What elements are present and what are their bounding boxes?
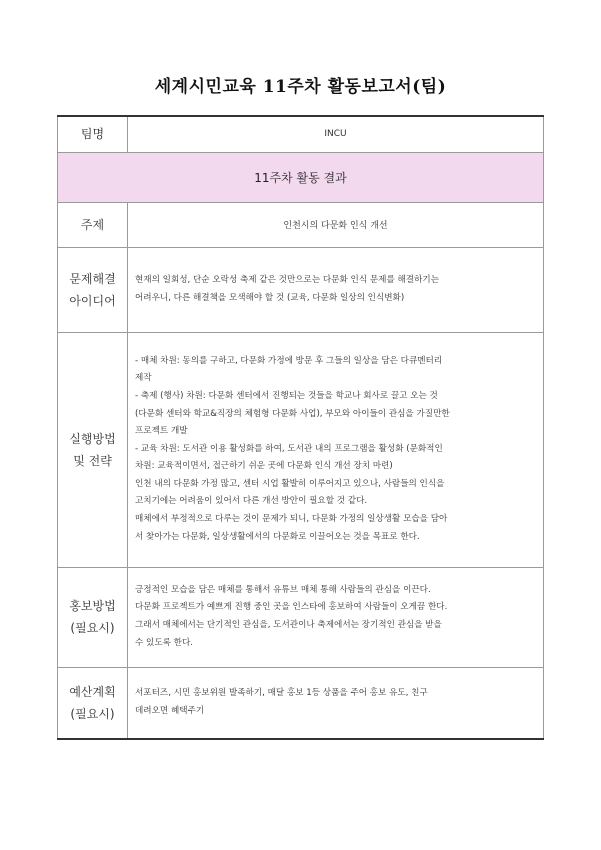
promotion-label-line1: 홍보방법	[69, 599, 116, 613]
idea-content	[128, 247, 544, 332]
promotion-line: 긍정적인 모습을 담은 매체를 통해서 유튜브 매체 통해 사람들의 관심을 이끈다.	[135, 584, 431, 595]
method-label-line1: 실행방법	[69, 431, 116, 446]
team-row	[58, 116, 544, 152]
idea-label-line1: 문제해결	[69, 271, 116, 286]
topic-value: 인천시의 다문화 인식 개선	[128, 202, 544, 247]
promotion-line: 그래서 매체에서는 단기적인 관심을, 도서관이나 축제에서는 장기적인 관심을 받을	[135, 620, 442, 630]
promotion-line: 수 있도록 한다.	[135, 637, 194, 648]
idea-label-line2: 아이디어	[69, 293, 116, 308]
budget-label-line2: (필요시)	[70, 706, 115, 721]
team-label: 팀명	[58, 116, 128, 152]
method-row	[58, 332, 544, 567]
topic-label: 주제	[58, 202, 128, 247]
method-label	[58, 332, 128, 567]
method-line: 매체에서 부정적으로 다루는 것이 문제가 되니, 다문화 가정의 일상생활 모습을 담아	[135, 514, 448, 525]
method-label-line2: 및 전략	[73, 453, 112, 468]
method-line: - 교육 차원: 도서관 이용 활성화를 하여, 도서관 내의 프로그램을 활성화 (문화적인	[135, 443, 443, 454]
method-line: - 매체 차원: 동의를 구하고, 다문화 가정에 방문 후 그들의 일상을 담은 다큐멘터리	[135, 355, 443, 366]
budget-label-line1: 예산계획	[69, 684, 116, 699]
method-line: - 축제 (행사) 차원: 다문화 센터에서 진행되는 것들을 학교나 회사로 끌고 오는 것	[135, 390, 438, 401]
method-content	[128, 332, 544, 567]
budget-line: 데려오면 혜택주기	[135, 705, 205, 716]
method-line: 제작	[135, 373, 152, 384]
section-header: 11주차 활동 결과	[58, 152, 544, 202]
budget-label	[58, 667, 128, 739]
promotion-label	[58, 567, 128, 667]
topic-row	[58, 202, 544, 247]
budget-line: 서포터즈, 시민 홍보위원 발족하기, 매달 홍보 1등 상품을 주어 홍보 유도, 친구	[135, 688, 428, 699]
method-line: 인천 내의 다문화 가정 많고, 센터 시업 활발히 이루어지고 있으나, 사람들의 인식을	[135, 478, 445, 489]
report-table	[57, 115, 544, 740]
method-line: 차원: 교육적이면서, 접근하기 쉬운 곳에 다문화 인식 개선 장치 마련)	[135, 461, 393, 472]
promotion-row	[58, 567, 544, 667]
budget-content	[128, 667, 544, 739]
document-title: 세계시민교육 11주차 활동보고서(팀)	[154, 77, 447, 97]
promotion-label-line2: (필요시)	[70, 621, 115, 635]
team-value: INCU	[128, 116, 544, 152]
idea-line: 현재의 일회성, 단순 오락성 축제 같은 것만으로는 다문화 인식 문제를 해결하기는	[135, 274, 440, 285]
promotion-line: 다문화 프로젝트가 예쁘게 진행 중인 곳을 인스타에 홍보하여 사람들이 오게끔 한다.	[135, 602, 448, 613]
budget-row	[58, 667, 544, 739]
idea-row	[58, 247, 544, 332]
promotion-content	[128, 567, 544, 667]
method-line: 서 찾아가는 다문화, 일상생활에서의 다문화로 이끌어오는 것을 목표로 한다.	[135, 531, 420, 542]
method-line: 고치기에는 어려움이 있어서 다른 개선 방안이 필요할 것 같다.	[135, 496, 368, 507]
idea-label	[58, 247, 128, 332]
method-line: 프로젝트 개발	[135, 426, 188, 437]
section-header-row	[58, 152, 544, 202]
idea-line: 어려우니, 다른 해결책을 모색해야 할 것 (교육, 다문화 일상의 인식변화)	[135, 292, 405, 303]
method-line: (다문화 센터와 학교&직장의 체험형 다문화 사업), 부모와 아이들이 관심을 가질만한	[135, 408, 450, 419]
